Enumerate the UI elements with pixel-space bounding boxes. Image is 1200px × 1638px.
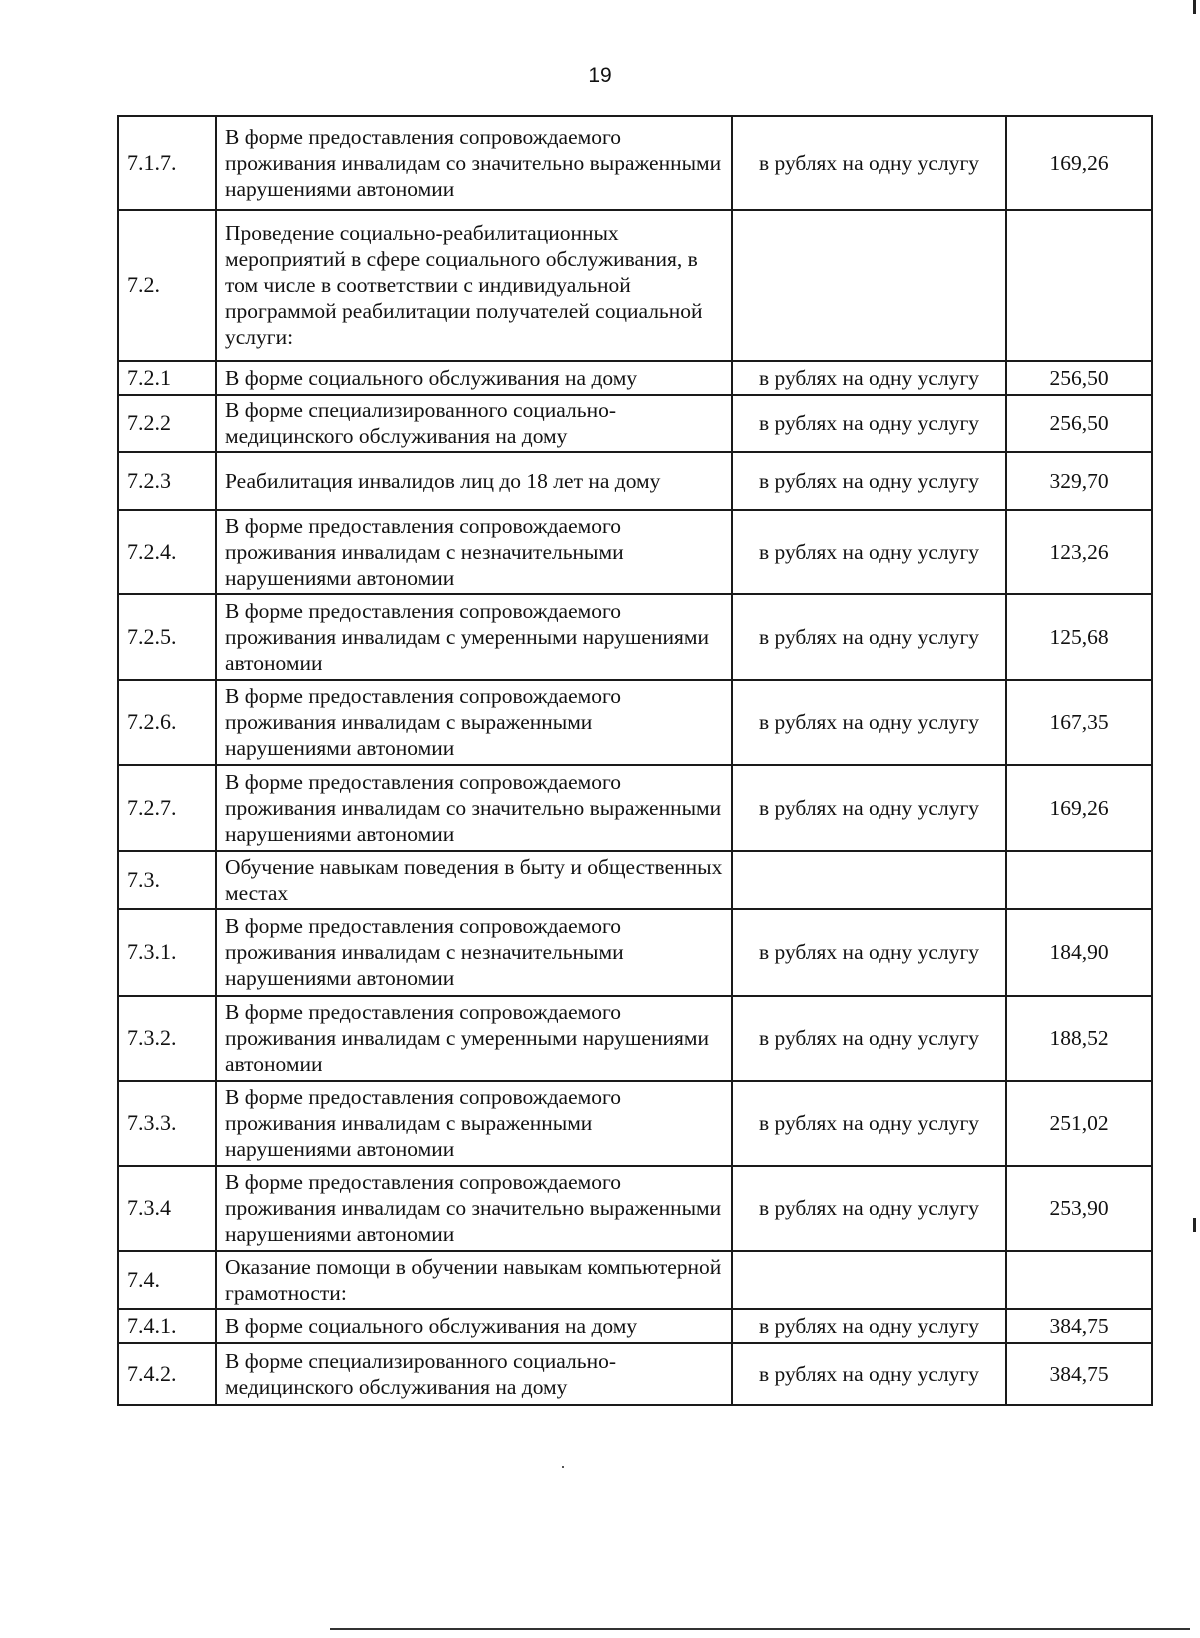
row-code: 7.2.1 bbox=[118, 361, 216, 395]
row-description: В форме предоставления сопровождаемого проживания инвалидам с умеренными нарушениями автономии bbox=[216, 594, 732, 680]
table-row bbox=[118, 594, 1152, 680]
table-row bbox=[118, 1081, 1152, 1166]
table-row bbox=[118, 210, 1152, 361]
row-description: В форме предоставления сопровождаемого проживания инвалидам со значительно выраженными нарушениями автономии bbox=[216, 1166, 732, 1251]
row-price: 251,02 bbox=[1006, 1081, 1152, 1166]
row-code: 7.2.7. bbox=[118, 765, 216, 851]
row-code: 7.2.5. bbox=[118, 594, 216, 680]
row-price: 384,75 bbox=[1006, 1343, 1152, 1405]
row-unit bbox=[732, 1251, 1006, 1309]
row-price bbox=[1006, 851, 1152, 909]
row-code: 7.3.1. bbox=[118, 909, 216, 996]
row-price: 256,50 bbox=[1006, 361, 1152, 395]
row-price: 253,90 bbox=[1006, 1166, 1152, 1251]
row-unit: в рублях на одну услугу bbox=[732, 1309, 1006, 1343]
table-row bbox=[118, 996, 1152, 1081]
row-code: 7.2.4. bbox=[118, 510, 216, 594]
row-description: В форме предоставления сопровождаемого проживания инвалидам с незначительными нарушениями автономии bbox=[216, 909, 732, 996]
row-code: 7.4.2. bbox=[118, 1343, 216, 1405]
row-description: В форме предоставления сопровождаемого проживания инвалидам с незначительными нарушениями автономии bbox=[216, 510, 732, 594]
row-description: Оказание помощи в обучении навыкам компьютерной грамотности: bbox=[216, 1251, 732, 1309]
scan-edge-mark-bottom bbox=[1193, 1218, 1196, 1232]
scan-edge-mark-top bbox=[1193, 0, 1196, 14]
row-code: 7.2. bbox=[118, 210, 216, 361]
row-price: 125,68 bbox=[1006, 594, 1152, 680]
row-unit: в рублях на одну услугу bbox=[732, 116, 1006, 210]
row-description: Проведение социально-реабилитационных мероприятий в сфере социального обслуживания, в том числе в соответствии с индивидуальной программой реабилитации получателей социальной услуги: bbox=[216, 210, 732, 361]
row-unit: в рублях на одну услугу bbox=[732, 395, 1006, 452]
row-code: 7.3. bbox=[118, 851, 216, 909]
row-code: 7.4. bbox=[118, 1251, 216, 1309]
row-unit: в рублях на одну услугу bbox=[732, 765, 1006, 851]
table-row bbox=[118, 395, 1152, 452]
row-price: 184,90 bbox=[1006, 909, 1152, 996]
table-row bbox=[118, 851, 1152, 909]
row-price: 169,26 bbox=[1006, 765, 1152, 851]
row-unit: в рублях на одну услугу bbox=[732, 594, 1006, 680]
table-row bbox=[118, 1166, 1152, 1251]
row-price: 384,75 bbox=[1006, 1309, 1152, 1343]
row-description: В форме специализированного социально-медицинского обслуживания на дому bbox=[216, 1343, 732, 1405]
row-unit bbox=[732, 210, 1006, 361]
table-row bbox=[118, 765, 1152, 851]
row-description: В форме социального обслуживания на дому bbox=[216, 1309, 732, 1343]
scan-bottom-edge bbox=[330, 1628, 1190, 1630]
row-description: Реабилитация инвалидов лиц до 18 лет на дому bbox=[216, 452, 732, 510]
table-row bbox=[118, 909, 1152, 996]
row-code: 7.2.2 bbox=[118, 395, 216, 452]
row-price bbox=[1006, 1251, 1152, 1309]
row-unit: в рублях на одну услугу bbox=[732, 1166, 1006, 1251]
row-unit: в рублях на одну услугу bbox=[732, 510, 1006, 594]
table-row bbox=[118, 361, 1152, 395]
row-price: 256,50 bbox=[1006, 395, 1152, 452]
page-number: 19 bbox=[588, 64, 612, 87]
row-code: 7.3.3. bbox=[118, 1081, 216, 1166]
row-description: Обучение навыкам поведения в быту и общественных местах bbox=[216, 851, 732, 909]
row-unit bbox=[732, 851, 1006, 909]
table-row bbox=[118, 1251, 1152, 1309]
tariff-table bbox=[117, 115, 1153, 1406]
table-row bbox=[118, 680, 1152, 765]
row-unit: в рублях на одну услугу bbox=[732, 909, 1006, 996]
row-code: 7.2.6. bbox=[118, 680, 216, 765]
row-unit: в рублях на одну услугу bbox=[732, 996, 1006, 1081]
row-description: В форме предоставления сопровождаемого проживания инвалидам с выраженными нарушениями автономии bbox=[216, 680, 732, 765]
table-row bbox=[118, 1309, 1152, 1343]
row-description: В форме предоставления сопровождаемого проживания инвалидам с умеренными нарушениями автономии bbox=[216, 996, 732, 1081]
row-code: 7.1.7. bbox=[118, 116, 216, 210]
row-price: 169,26 bbox=[1006, 116, 1152, 210]
row-price: 167,35 bbox=[1006, 680, 1152, 765]
row-unit: в рублях на одну услугу bbox=[732, 361, 1006, 395]
row-description: В форме специализированного социально-медицинского обслуживания на дому bbox=[216, 395, 732, 452]
row-description: В форме предоставления сопровождаемого проживания инвалидам со значительно выраженными нарушениями автономии bbox=[216, 116, 732, 210]
row-description: В форме предоставления сопровождаемого проживания инвалидам с выраженными нарушениями автономии bbox=[216, 1081, 732, 1166]
row-price: 123,26 bbox=[1006, 510, 1152, 594]
row-unit: в рублях на одну услугу bbox=[732, 1081, 1006, 1166]
row-code: 7.2.3 bbox=[118, 452, 216, 510]
row-description: В форме социального обслуживания на дому bbox=[216, 361, 732, 395]
table-row bbox=[118, 116, 1152, 210]
table-row bbox=[118, 1343, 1152, 1405]
table-row bbox=[118, 452, 1152, 510]
row-price bbox=[1006, 210, 1152, 361]
scan-speck bbox=[562, 1466, 564, 1468]
row-price: 329,70 bbox=[1006, 452, 1152, 510]
row-unit: в рублях на одну услугу bbox=[732, 1343, 1006, 1405]
table-row bbox=[118, 510, 1152, 594]
row-code: 7.3.2. bbox=[118, 996, 216, 1081]
row-price: 188,52 bbox=[1006, 996, 1152, 1081]
row-code: 7.4.1. bbox=[118, 1309, 216, 1343]
row-description: В форме предоставления сопровождаемого проживания инвалидам со значительно выраженными нарушениями автономии bbox=[216, 765, 732, 851]
row-code: 7.3.4 bbox=[118, 1166, 216, 1251]
row-unit: в рублях на одну услугу bbox=[732, 680, 1006, 765]
row-unit: в рублях на одну услугу bbox=[732, 452, 1006, 510]
